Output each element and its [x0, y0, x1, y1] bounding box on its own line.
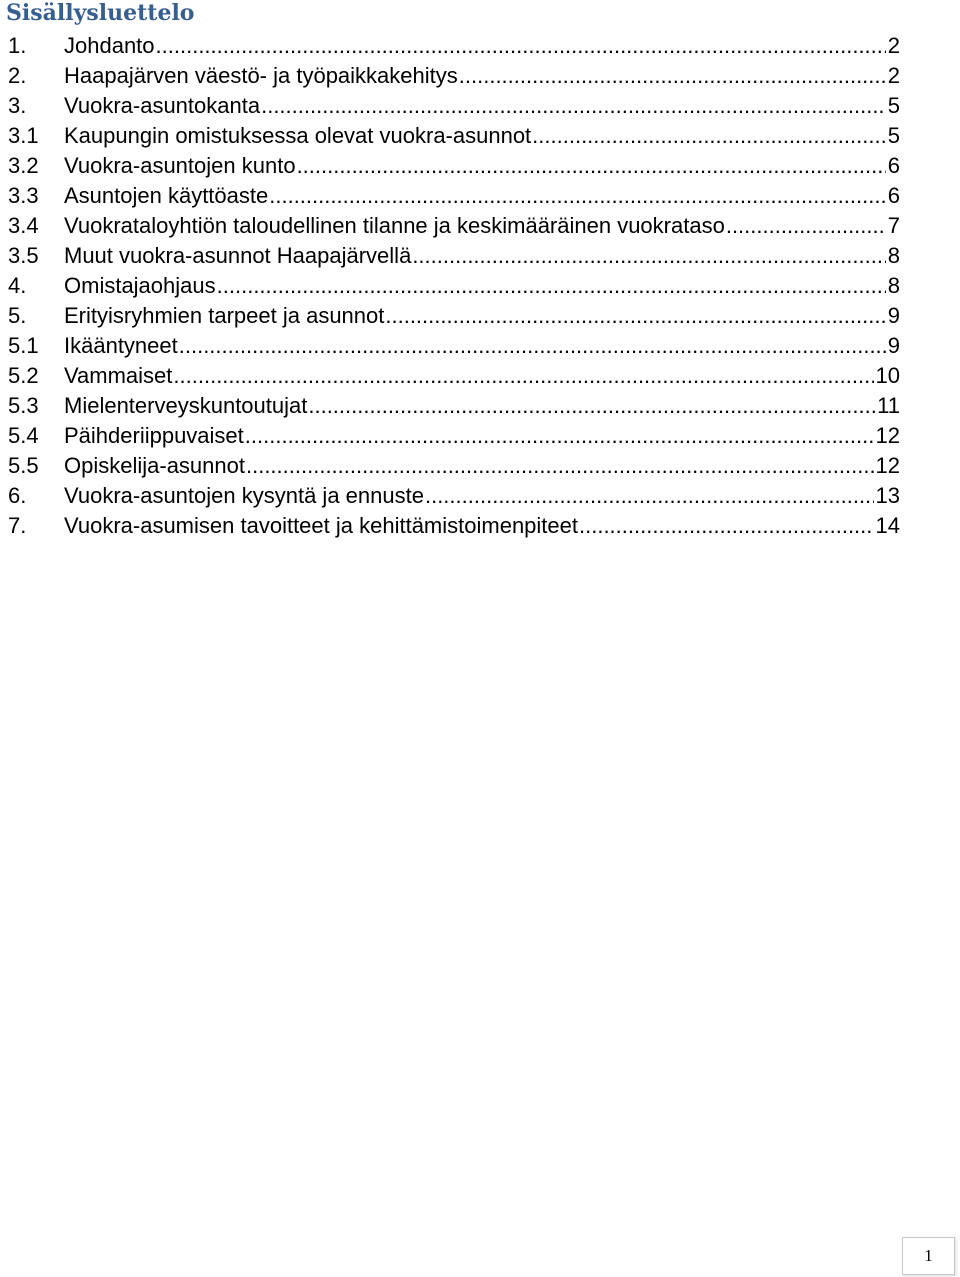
toc-dot-leader: [217, 271, 886, 301]
toc-entry[interactable]: [8, 421, 900, 451]
toc-entry[interactable]: [8, 271, 900, 301]
toc-dot-leader: [385, 301, 885, 331]
toc-entry-number: 3.3: [8, 183, 39, 208]
toc-entry-page: 8: [887, 273, 900, 298]
toc-dot-leader: [179, 331, 886, 361]
toc-entry-page: 9: [887, 303, 900, 328]
toc-entry-page: 2: [887, 63, 900, 88]
toc-entry-title: Päihderiippuvaiset: [64, 423, 244, 448]
toc-entry-title: Vuokra-asuntojen kysyntä ja ennuste: [64, 483, 424, 508]
toc-heading: Sisällysluettelo: [6, 0, 195, 26]
toc-entry-title: Muut vuokra-asunnot Haapajärvellä: [64, 243, 412, 268]
toc-entry[interactable]: [8, 211, 900, 241]
toc-dot-leader: [246, 451, 874, 481]
toc-entry[interactable]: [8, 451, 900, 481]
toc-entry-title: Haapajärven väestö- ja työpaikkakehitys: [64, 63, 458, 88]
toc-dot-leader: [245, 421, 874, 451]
toc-entry-number: 2.: [8, 63, 27, 88]
toc-entry-number: 3.5: [8, 243, 39, 268]
toc-entry-title: Vuokrataloyhtiön taloudellinen tilanne ja keskimääräinen vuokrataso: [64, 213, 725, 238]
toc-entry[interactable]: [8, 151, 900, 181]
toc-entry[interactable]: [8, 241, 900, 271]
toc-entry-title: Kaupungin omistuksessa olevat vuokra-asunnot: [64, 123, 532, 148]
toc-entry[interactable]: [8, 361, 900, 391]
toc-entry[interactable]: [8, 31, 900, 61]
toc-entry-page: 6: [887, 183, 900, 208]
toc-entry-number: 1.: [8, 33, 27, 58]
toc-dot-leader: [261, 91, 886, 121]
toc-entry-number: 5.3: [8, 393, 39, 418]
toc-entry-page: 13: [875, 483, 900, 508]
toc-entry-number: 4.: [8, 273, 27, 298]
toc-entry-page: 2: [887, 33, 900, 58]
toc-dot-leader: [297, 151, 886, 181]
toc-entry-page: 5: [887, 123, 900, 148]
toc-entry-page: 12: [875, 423, 900, 448]
toc-entry[interactable]: [8, 301, 900, 331]
page-number: 1: [924, 1246, 933, 1265]
toc-entry-page: 12: [875, 453, 900, 478]
toc-dot-leader: [308, 391, 875, 421]
toc-entry[interactable]: [8, 481, 900, 511]
toc-entry[interactable]: [8, 391, 900, 421]
toc-entry-page: 6: [887, 153, 900, 178]
toc-entry-title: Vuokra-asuntojen kunto: [64, 153, 296, 178]
toc-entry-title: Asuntojen käyttöaste: [64, 183, 269, 208]
toc-entry-page: 7: [887, 213, 900, 238]
toc-dot-leader: [726, 211, 886, 241]
toc-entry-number: 5.1: [8, 333, 39, 358]
toc-dot-leader: [532, 121, 886, 151]
toc-dot-leader: [412, 241, 885, 271]
toc-entry-number: 6.: [8, 483, 27, 508]
toc-entry-title: Mielenterveyskuntoutujat: [64, 393, 308, 418]
toc-entry-page: 5: [887, 93, 900, 118]
toc-dot-leader: [579, 511, 874, 541]
toc-entry-page: 14: [875, 513, 900, 538]
toc-entry-number: 7.: [8, 513, 27, 538]
toc-entry-title: Johdanto: [64, 33, 155, 58]
toc-entry-title: Opiskelija-asunnot: [64, 453, 245, 478]
toc-entry-title: Ikääntyneet: [64, 333, 178, 358]
toc-entry[interactable]: [8, 181, 900, 211]
toc-entry[interactable]: [8, 511, 900, 541]
toc-entry-page: 9: [887, 333, 900, 358]
toc-entry-title: Vuokra-asumisen tavoitteet ja kehittämistoimenpiteet: [64, 513, 578, 538]
toc-entry-title: Vammaiset: [64, 363, 173, 388]
toc-entry-number: 5.2: [8, 363, 39, 388]
toc-entry-page: 10: [875, 363, 900, 388]
toc-dot-leader: [425, 481, 874, 511]
toc-entry-number: 5.: [8, 303, 27, 328]
toc-list: [8, 31, 900, 541]
toc-entry-page: 11: [877, 393, 900, 418]
toc-entry-title: Erityisryhmien tarpeet ja asunnot: [64, 303, 385, 328]
toc-entry[interactable]: [8, 331, 900, 361]
toc-dot-leader: [173, 361, 873, 391]
toc-entry-title: Vuokra-asuntokanta: [64, 93, 261, 118]
toc-entry-number: 3.2: [8, 153, 39, 178]
page-number-box: [902, 1237, 955, 1275]
toc-entry-number: 3.1: [8, 123, 39, 148]
toc-entry-number: 5.4: [8, 423, 39, 448]
toc-entry[interactable]: [8, 121, 900, 151]
toc-dot-leader: [459, 61, 886, 91]
toc-entry-number: 5.5: [8, 453, 39, 478]
toc-entry-title: Omistajaohjaus: [64, 273, 216, 298]
toc-entry[interactable]: [8, 91, 900, 121]
toc-dot-leader: [156, 31, 886, 61]
toc-entry-page: 8: [887, 243, 900, 268]
toc-dot-leader: [269, 181, 886, 211]
toc-entry-number: 3.: [8, 93, 27, 118]
toc-entry-number: 3.4: [8, 213, 39, 238]
toc-entry[interactable]: [8, 61, 900, 91]
